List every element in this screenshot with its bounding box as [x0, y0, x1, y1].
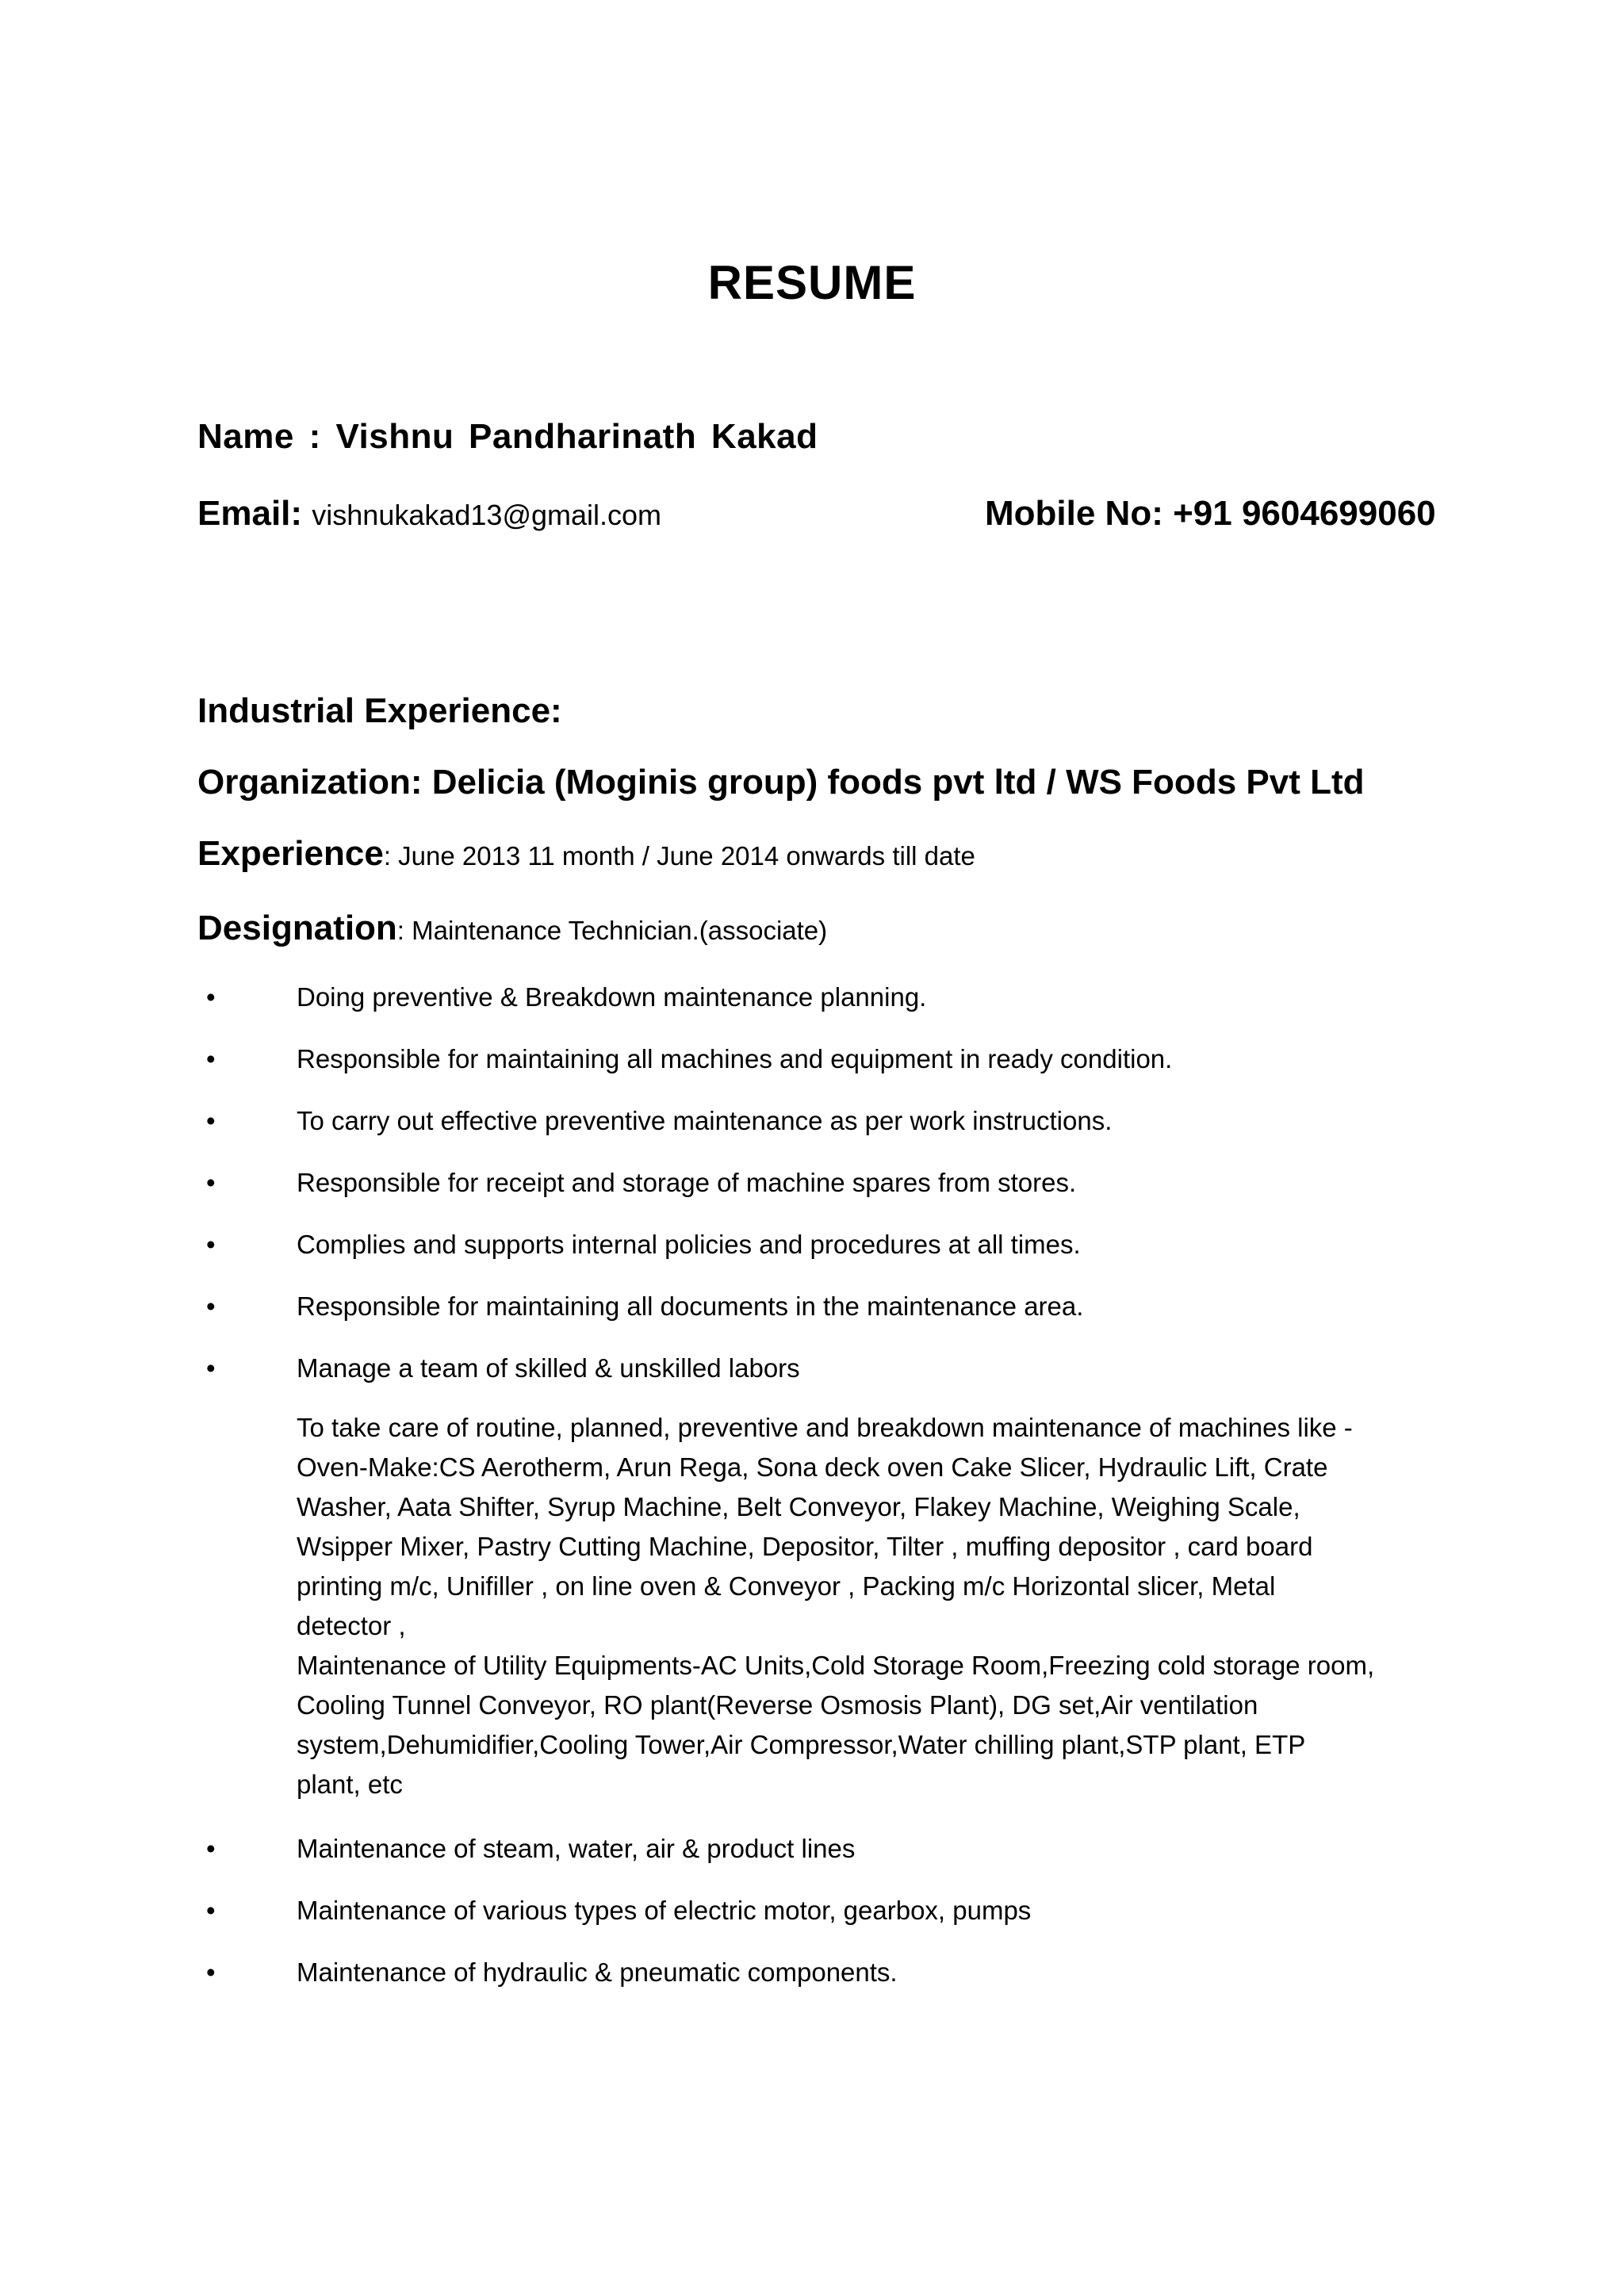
bullet-icon: • — [206, 1896, 216, 1925]
organization-line: Organization: Delicia (Moginis group) foods pvt ltd / WS Foods Pvt Ltd — [197, 763, 1365, 802]
list-item-text: Maintenance of steam, water, air & product lines — [297, 1834, 856, 1863]
industrial-experience-heading: Industrial Experience: — [197, 691, 562, 730]
paragraph-line: plant, etc — [297, 1770, 403, 1799]
experience-label: Experience — [197, 834, 384, 873]
paragraph-line: To take care of routine, planned, preventive and breakdown maintenance of machines like - — [297, 1413, 1353, 1442]
list-item-text: Responsible for maintaining all documents in the maintenance area. — [297, 1292, 1084, 1321]
email-value: vishnukakad13@gmail.com — [312, 499, 662, 531]
bullet-icon: • — [206, 1834, 216, 1863]
paragraph-line: Washer, Aata Shifter, Syrup Machine, Belt Conveyor, Flakey Machine, Weighing Scale, — [297, 1492, 1300, 1521]
designation-label: Designation — [197, 909, 397, 947]
list-item-text: Maintenance of hydraulic & pneumatic components. — [297, 1957, 898, 1987]
email-label: Email: — [197, 494, 303, 533]
list-item-text: Complies and supports internal policies and procedures at all times. — [297, 1230, 1081, 1259]
list-item-text: Doing preventive & Breakdown maintenance planning. — [297, 982, 927, 1012]
email-line — [197, 494, 661, 534]
paragraph-line: printing m/c, Unifiller , on line oven & Conveyor , Packing m/c Horizontal slicer, Metal — [297, 1571, 1276, 1601]
list-item-text: Responsible for receipt and storage of machine spares from stores. — [297, 1168, 1077, 1197]
candidate-name: Name : Vishnu Pandharinath Kakad — [197, 417, 818, 456]
page-title: RESUME — [707, 256, 917, 309]
bullet-icon: • — [206, 1292, 216, 1321]
list-item-text: Manage a team of skilled & unskilled labors — [297, 1353, 800, 1383]
paragraph-line: Oven-Make:CS Aerotherm, Arun Rega, Sona deck oven Cake Slicer, Hydraulic Lift, Crate — [297, 1452, 1328, 1482]
bullet-icon: • — [206, 1168, 216, 1197]
designation-line — [197, 909, 827, 948]
paragraph-line: Maintenance of Utility Equipments-AC Units,Cold Storage Room,Freezing cold storage room, — [297, 1651, 1375, 1680]
bullet-icon: • — [206, 1106, 216, 1135]
bullet-icon: • — [206, 1957, 216, 1987]
paragraph-line: Wsipper Mixer, Pastry Cutting Machine, Depositor, Tilter , muffing depositor , card board — [297, 1532, 1313, 1561]
list-item-text: Responsible for maintaining all machines and equipment in ready condition. — [297, 1044, 1173, 1073]
experience-value: : June 2013 11 month / June 2014 onwards till date — [383, 841, 975, 871]
list-item-text: To carry out effective preventive maintenance as per work instructions. — [297, 1106, 1113, 1135]
paragraph-line: Cooling Tunnel Conveyor, RO plant(Reverse Osmosis Plant), DG set,Air ventilation — [297, 1690, 1258, 1720]
paragraph-line: detector , — [297, 1611, 406, 1640]
bullet-icon: • — [206, 982, 216, 1012]
designation-value: : Maintenance Technician.(associate) — [396, 916, 828, 945]
experience-line — [197, 834, 975, 874]
machines-paragraph — [297, 1408, 1454, 1804]
paragraph-line: system,Dehumidifier,Cooling Tower,Air Compressor,Water chilling plant,STP plant, ETP — [297, 1730, 1306, 1759]
bullet-icon: • — [206, 1044, 216, 1073]
bullet-icon: • — [206, 1230, 216, 1259]
list-item-text: Maintenance of various types of electric motor, gearbox, pumps — [297, 1896, 1032, 1925]
bullet-icon: • — [206, 1353, 216, 1383]
mobile-number: Mobile No: +91 9604699060 — [985, 494, 1436, 533]
